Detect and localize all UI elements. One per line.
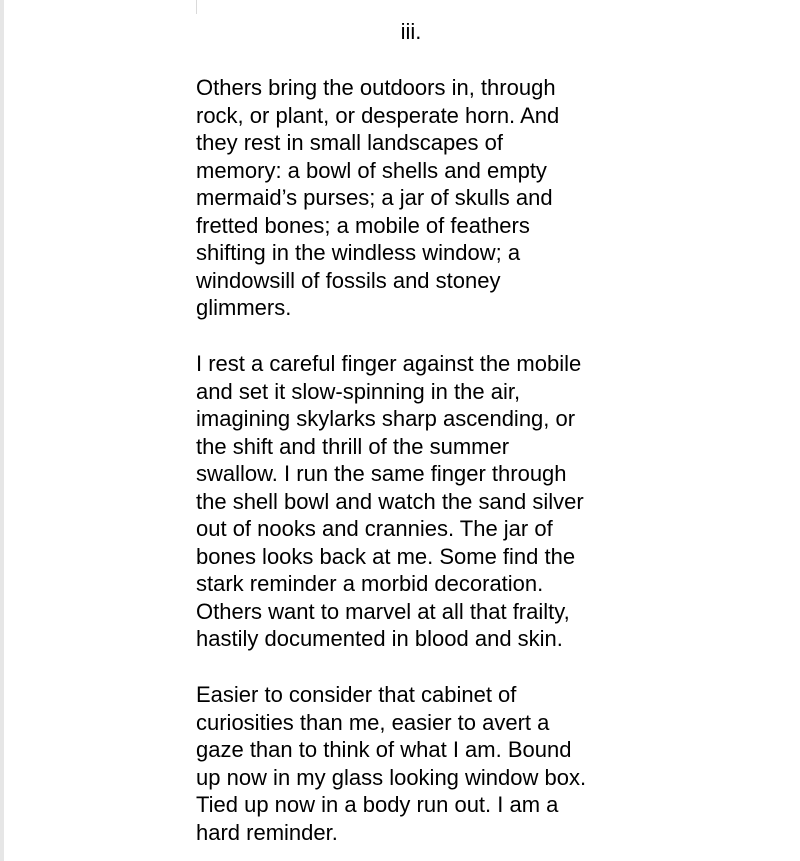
- paragraph-line: hastily documented in blood and skin.: [196, 626, 563, 651]
- paragraph-line: Others bring the outdoors in, through: [196, 75, 556, 100]
- section-heading: iii.: [400, 19, 422, 44]
- paragraph-1: [196, 74, 636, 322]
- paragraph-line: and set it slow-spinning in the air,: [196, 378, 521, 404]
- paragraph-line: curiosities than me, easier to avert a: [196, 709, 550, 735]
- paragraph-line: shifting in the windless window; a: [196, 240, 521, 265]
- paragraph-2: [196, 350, 636, 653]
- paragraph-line: Tied up now in a body run out. I am a: [196, 792, 559, 817]
- paragraph-line: windowsill of fossils and stoney: [196, 267, 501, 293]
- paragraph-line: out of nooks and crannies. The jar of: [196, 516, 553, 541]
- paragraph-line: gaze than to think of what I am. Bound: [196, 737, 572, 762]
- paragraph-line: mermaid’s purses; a jar of skulls and: [196, 185, 553, 210]
- page-margin-marker: [196, 0, 197, 14]
- paragraph-line: imagining skylarks sharp ascending, or: [196, 406, 576, 431]
- page-left-edge: [0, 0, 4, 861]
- paragraph-3: [196, 681, 636, 846]
- paragraph-line: I rest a careful finger against the mobile: [196, 351, 582, 376]
- paragraph-line: glimmers.: [196, 295, 292, 320]
- paragraph-line: bones looks back at me. Some find the: [196, 543, 576, 569]
- paragraph-line: the shell bowl and watch the sand silver: [196, 488, 584, 514]
- paragraph-line: hard reminder.: [196, 819, 338, 845]
- paragraph-line: they rest in small landscapes of: [196, 130, 503, 155]
- paragraph-line: memory: a bowl of shells and empty: [196, 157, 547, 183]
- paragraph-line: up now in my glass looking window box.: [196, 764, 587, 790]
- paragraph-line: Others want to marvel at all that frailty,: [196, 598, 570, 624]
- paragraph-line: fretted bones; a mobile of feathers: [196, 212, 530, 238]
- paragraph-line: Easier to consider that cabinet of: [196, 682, 517, 707]
- paragraph-line: rock, or plant, or desperate horn. And: [196, 102, 560, 128]
- paragraph-line: swallow. I run the same finger through: [196, 461, 567, 486]
- paragraph-line: the shift and thrill of the summer: [196, 433, 510, 459]
- paragraph-line: stark reminder a morbid decoration.: [196, 571, 544, 596]
